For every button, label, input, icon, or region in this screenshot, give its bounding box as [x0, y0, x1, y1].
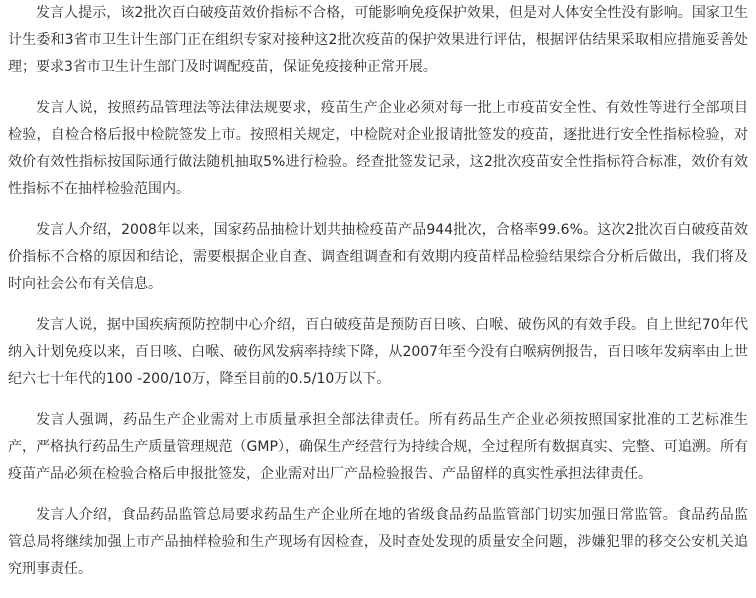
paragraph-3: 发言人介绍，2008年以来，国家药品抽检计划共抽检疫苗产品944批次，合格率99.6%。这次2批次百白破疫苗效价指标不合格的原因和结论，需要根据企业自查、调查组调查和有效期内疫苗样品检验结果综合分析后做出，我们将及时向社会公布有关信息。 [8, 222, 748, 292]
paragraph-1: 发言人提示，该2批次百白破疫苗效价指标不合格，可能影响免疫保护效果，但是对人体安全性没有影响。国家卫生计生委和3省市卫生计生部门正在组织专家对接种这2批次疫苗的保护效果进行评估，根据评估结果采取相应措施妥善处理；要求3省市卫生计生部门及时调配疫苗，保证免疫接种正常开展。 [8, 5, 748, 75]
paragraph-4: 发言人说，据中国疾病预防控制中心介绍，百白破疫苗是预防百日咳、白喉、破伤风的有效手段。自上世纪70年代纳入计划免疫以来，百日咳、白喉、破伤风发病率持续下降，从2007年至今没有白喉病例报告，百日咳年发病率由上世纪六七十年代的100 -200/10万，降至目前的0.5/10万以下。 [8, 317, 748, 387]
paragraph-5: 发言人强调，药品生产企业需对上市质量承担全部法律责任。所有药品生产企业必须按照国家批准的工艺标准生产，严格执行药品生产质量管理规范（GMP），确保生产经营行为持续合规，全过程所有数据真实、完整、可追溯。所有疫苗产品必须在检验合格后申报批签发，企业需对出厂产品检验报告、产品留样的真实性承担法律责任。 [8, 412, 748, 482]
paragraph-6: 发言人介绍，食品药品监管总局要求药品生产企业所在地的省级食品药品监管部门切实加强日常监管。食品药品监管总局将继续加强上市产品抽样检验和生产现场有因检查，及时查处发现的质量安全问题，涉嫌犯罪的移交公安机关追究刑事责任。 [8, 507, 748, 577]
article-body [8, 0, 748, 597]
paragraph-2: 发言人说，按照药品管理法等法律法规要求，疫苗生产企业必须对每一批上市疫苗安全性、有效性等进行全部项目检验，自检合格后报中检院签发上市。按照相关规定，中检院对企业报请批签发的疫苗，逐批进行安全性指标检验，对效价有效性指标按国际通行做法随机抽取5%进行检验。经查批签发记录，这2批次疫苗安全性指标符合标准，效价有效性指标不在抽样检验范围内。 [8, 100, 748, 197]
